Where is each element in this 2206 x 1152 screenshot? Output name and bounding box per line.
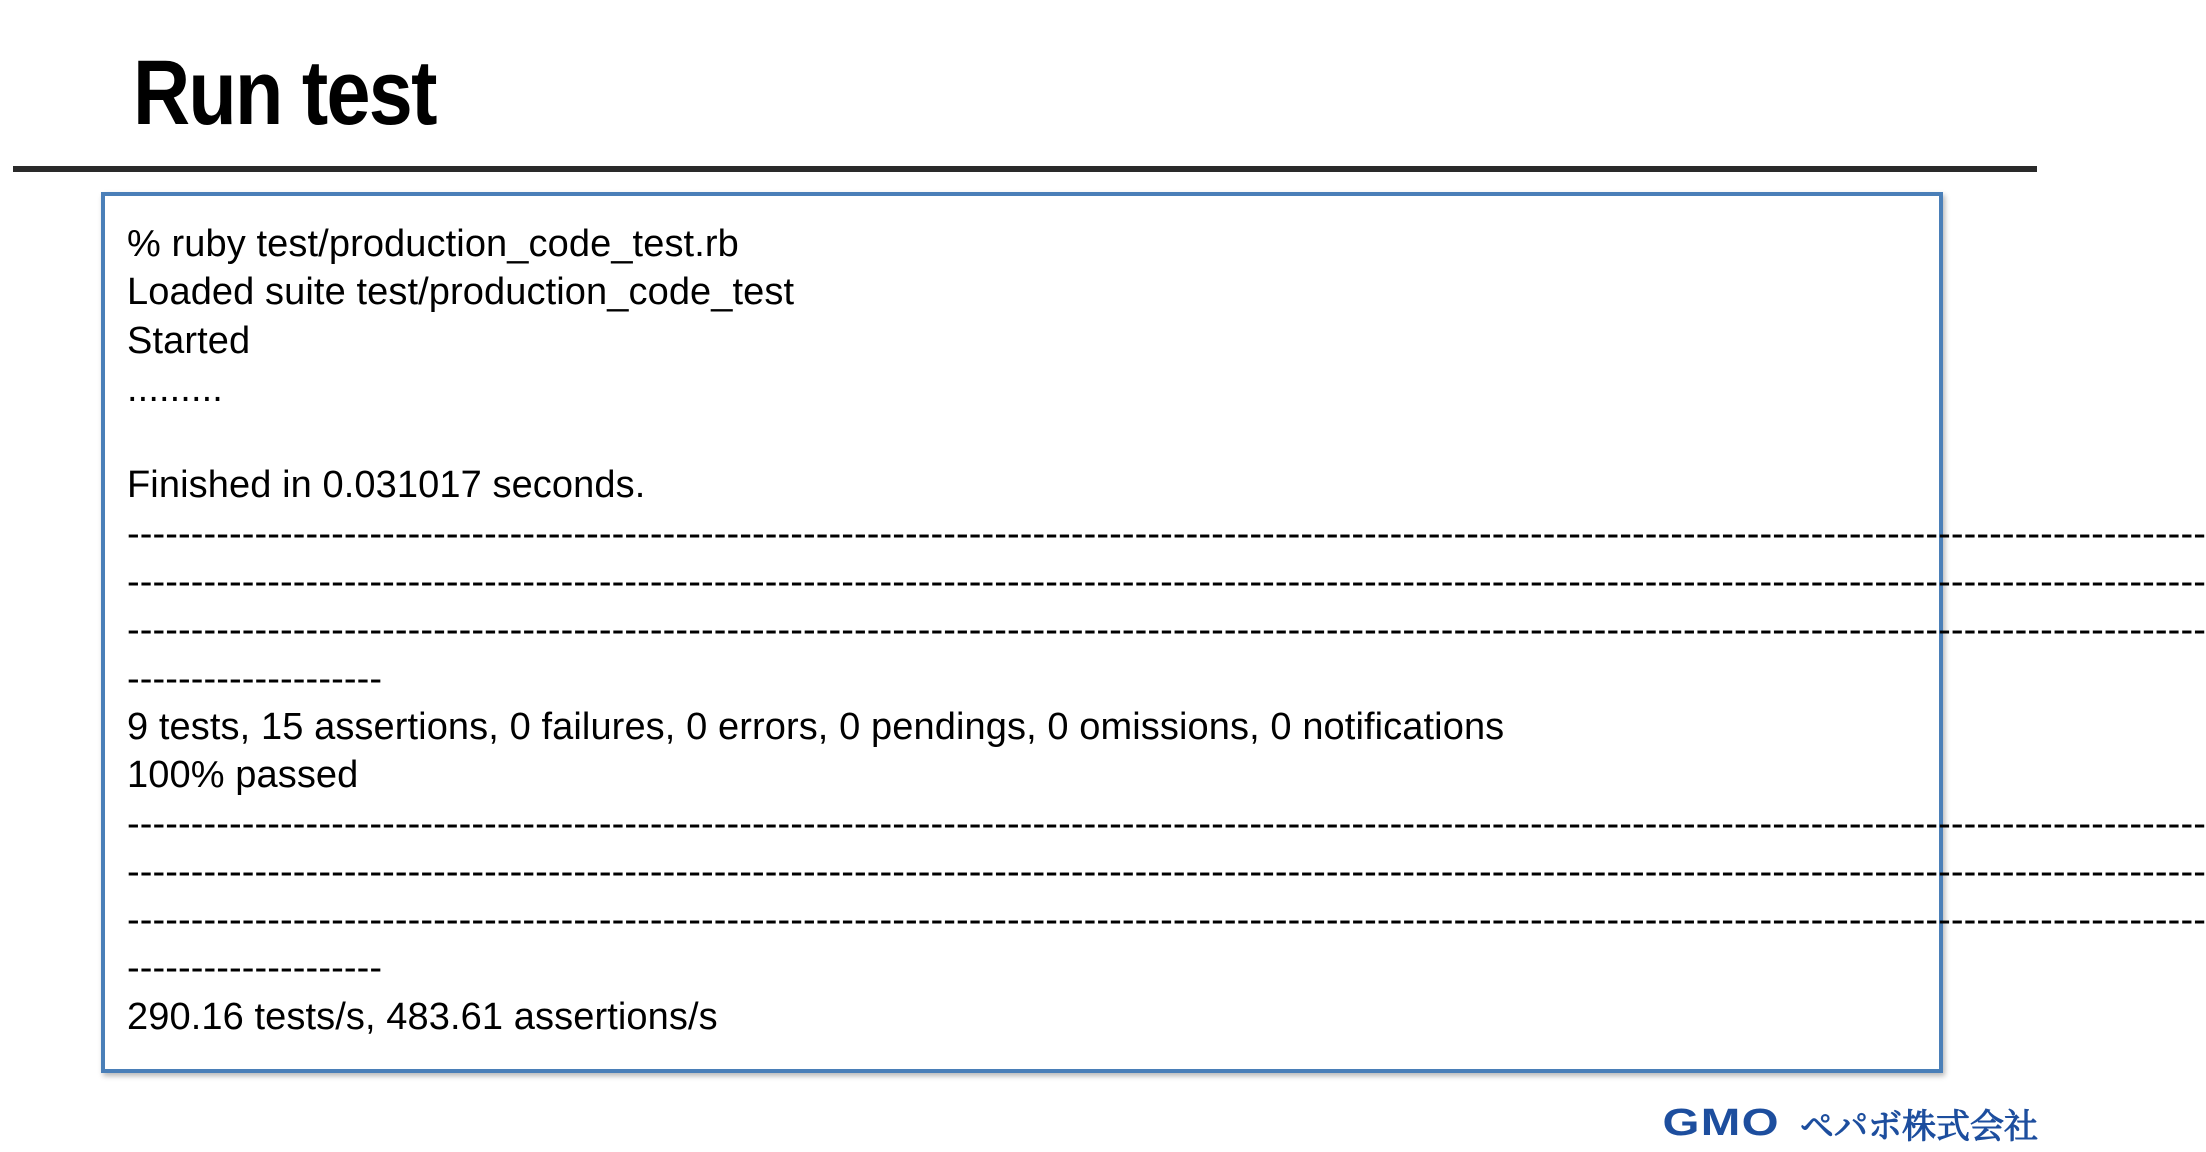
company-logo <box>1662 1100 2038 1147</box>
logo-company-name: ペパボ株式会社 <box>1800 1106 2038 1147</box>
terminal-line-separator: ------------------------------------------------------------------------------------------------------------------------------------------------------------------- <box>127 561 2206 604</box>
terminal-line-throughput: 290.16 tests/s, 483.61 assertions/s <box>127 995 718 1038</box>
slide-title: Run test <box>133 42 436 144</box>
terminal-line-separator: ------------------------------------------------------------------------------------------------------------------------------------------------------------------- <box>127 899 2206 942</box>
terminal-line-started: Started <box>127 319 251 362</box>
logo-brand: GMO <box>1662 1101 1780 1144</box>
terminal-line-loaded-suite: Loaded suite test/production_code_test <box>127 271 795 314</box>
terminal-line-command: % ruby test/production_code_test.rb <box>127 223 739 265</box>
terminal-line-summary: 9 tests, 15 assertions, 0 failures, 0 errors, 0 pendings, 0 omissions, 0 notifications <box>127 705 1505 748</box>
terminal-line-separator-short: -------------------- <box>127 947 383 990</box>
terminal-line-separator: ------------------------------------------------------------------------------------------------------------------------------------------------------------------- <box>127 802 2206 845</box>
terminal-output <box>127 220 2206 1041</box>
terminal-line-separator: ------------------------------------------------------------------------------------------------------------------------------------------------------------------- <box>127 850 2206 893</box>
terminal-line-blank <box>127 413 1927 461</box>
terminal-line-progress-dots: ......... <box>127 367 223 410</box>
title-divider <box>13 166 2037 172</box>
terminal-line-separator: ------------------------------------------------------------------------------------------------------------------------------------------------------------------- <box>127 512 2206 555</box>
terminal-output-box <box>101 192 2206 1073</box>
terminal-line-finished: Finished in 0.031017 seconds. <box>127 464 646 507</box>
terminal-line-separator-short: -------------------- <box>127 657 383 700</box>
terminal-line-separator: ------------------------------------------------------------------------------------------------------------------------------------------------------------------- <box>127 609 2206 652</box>
terminal-line-pass-rate: 100% passed <box>127 754 359 797</box>
